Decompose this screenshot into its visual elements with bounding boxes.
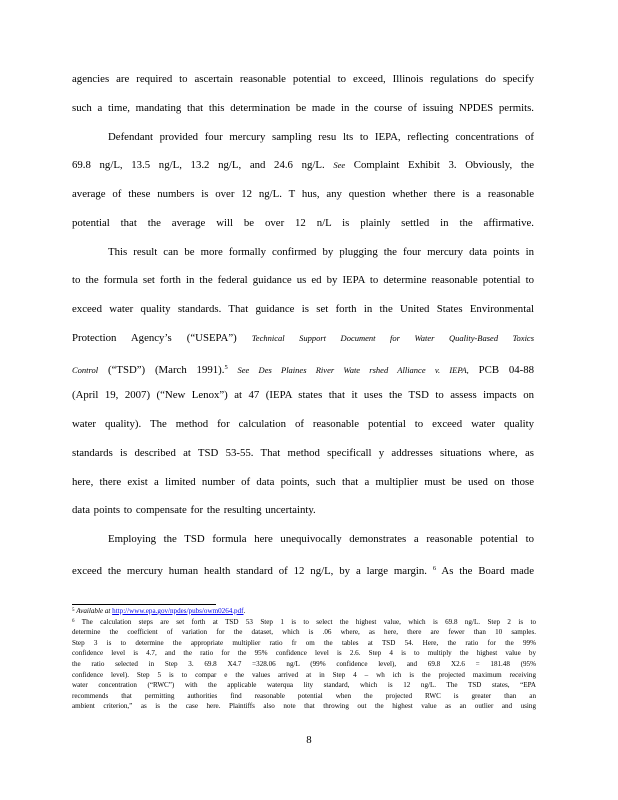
body-line bbox=[72, 157, 534, 186]
tsd-title: Technical Support Document for Water Quality-Based Toxics bbox=[251, 332, 535, 343]
footnote-6-line bbox=[72, 617, 536, 628]
body-text-run: exceed the mercury human health standard of 12 ng/L, by a large margin. bbox=[72, 564, 427, 577]
footnote-6-line: recommends that permitting authorities find reasonable potential when the projected RWC is greater than an bbox=[72, 691, 536, 700]
body-line: potential that the average will be over 12 n/L is plainly settled in the affirmative. bbox=[72, 216, 534, 229]
body-line: exceed water quality standards. That guidance is set forth in the United States Environmental bbox=[72, 303, 534, 315]
body-line: Defendant provided four mercury sampling resu lts to IEPA, reflecting concentrations of bbox=[108, 130, 534, 143]
footnote-6-line: ambient criterion,” as is the case here. Plaintiffs also note that throwing out the highest value as an outlier and using bbox=[72, 702, 536, 711]
body-line: here, there exist a limited number of data points, such that a multiplier must be used on those bbox=[72, 475, 534, 488]
signal-see: See bbox=[333, 160, 346, 171]
footnote-link[interactable]: http://www.epa.gov/npdes/pubs/owm0264.pdf bbox=[112, 607, 244, 615]
tsd-title-end: Control bbox=[72, 364, 99, 375]
body-line: average of these numbers is over 12 ng/L. T hus, any question whether there is a reasonable bbox=[72, 188, 534, 200]
body-line bbox=[72, 359, 534, 388]
body-line bbox=[72, 560, 534, 589]
body-line: such a time, mandating that this determination be made in the course of issuing NPDES permits. bbox=[72, 101, 534, 114]
body-text-run: 69.8 ng/L, 13.5 ng/L, 13.2 ng/L, and 24.6 ng/L. bbox=[72, 159, 325, 172]
body-line: Employing the TSD formula here unequivocally demonstrates a reasonable potential to bbox=[108, 533, 534, 545]
footnote-mark: 6 bbox=[72, 618, 75, 624]
footnote-separator bbox=[72, 604, 216, 605]
footnote-6-line: determine the coefficient of variation for the dataset, which is .06 where, as here, there are fewer than 10 samples. bbox=[72, 628, 536, 637]
body-line: to the formula set forth in the federal guidance us ed by IEPA to determine reasonable potential to bbox=[72, 274, 534, 287]
footnote-ref-5: 5 bbox=[224, 363, 228, 371]
footnote-6-line: the ratio selected in Step 3. 69.8 X4.7 =328.06 ng/L (99% confidence level), and 69.8 X2.6 = 181.48 (95% bbox=[72, 659, 536, 668]
footnote-6-line: confidence level). Step 5 is to compar e the values arrived at in Step 4 – wh ich is the projected maximum receiving bbox=[72, 670, 536, 679]
body-text-run: Complaint Exhibit 3. Obviously, the bbox=[353, 159, 535, 172]
case-citation: See Des Plaines River Wate rshed Alliance v. IEPA, bbox=[237, 364, 469, 375]
body-text bbox=[72, 71, 534, 589]
body-line: water quality). The method for calculation of reasonable potential to exceed water quality bbox=[72, 418, 534, 430]
footnote-label: Available at bbox=[76, 607, 111, 615]
body-line: This result can be more formally confirmed by plugging the four mercury data points in bbox=[108, 245, 534, 258]
footnote-text: The calculation steps are set forth at TSD 53 Step 1 is to select the highest value, which is 69.8 ng/L. Step 2 is to bbox=[81, 617, 536, 626]
footnote-ref-6: 6 bbox=[432, 564, 437, 572]
body-line bbox=[72, 330, 534, 359]
footnote-5: $^5$ Available at http://www.epa.gov/npdes/pubs/owm0264.pdf. bbox=[72, 607, 246, 615]
footnote-6-line: confidence level is 4.7, and the ratio for the 95% confidence level is 2.6. Step 4 is to multiply the highest value by bbox=[72, 649, 536, 658]
body-text-run: (“TSD”) (March 1991). bbox=[107, 363, 225, 376]
footnote-mark: 5 bbox=[72, 608, 75, 613]
body-text-run: PCB 04-88 bbox=[478, 363, 535, 376]
body-text-run: As the Board made bbox=[441, 564, 535, 577]
body-line: data points to compensate for the resulting uncertainty. bbox=[72, 504, 316, 517]
body-line: agencies are required to ascertain reasonable potential to exceed, Illinois regulations do specify bbox=[72, 73, 534, 85]
body-line: standards is described at TSD 53-55. That method specificall y addresses situations where, as bbox=[72, 446, 534, 459]
footnotes bbox=[72, 606, 536, 712]
body-text-run: Protection Agency’s (“USEPA”) bbox=[72, 331, 237, 344]
footnote-6-line: Step 3 is to determine the appropriate multiplier ratio fr om the tables at TSD 54. Here, the ratio for the 99% bbox=[72, 638, 536, 647]
page-number: 8 bbox=[306, 734, 312, 746]
footnote-6-line: water concentration (“RWC”) with the applicable waterqua lity standard, which is 12 ng/L. The TSD states, “EPA bbox=[72, 681, 536, 690]
body-line: (April 19, 2007) (“New Lenox”) at 47 (IEPA states that it uses the TSD to assess impacts on bbox=[72, 389, 534, 402]
